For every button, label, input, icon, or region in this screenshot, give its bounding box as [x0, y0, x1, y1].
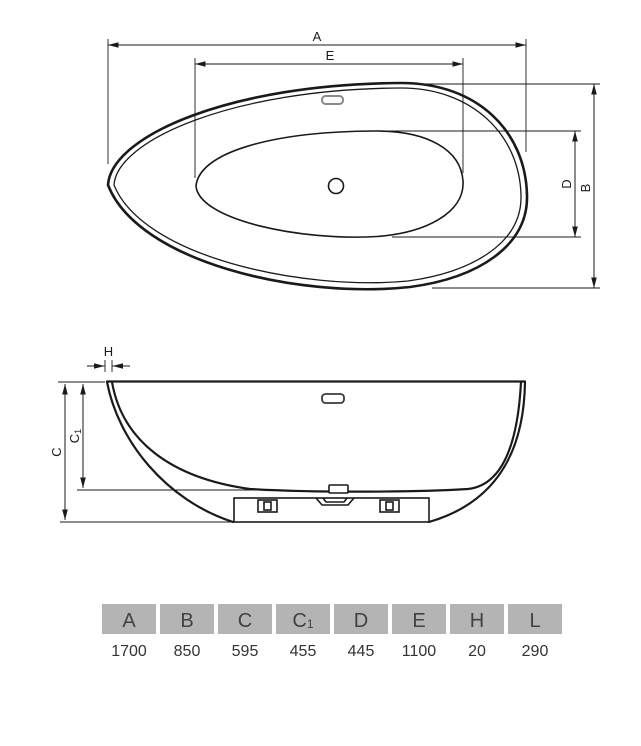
dim-label-a: A — [312, 29, 322, 44]
side-view — [49, 344, 525, 522]
dim-c1 — [67, 384, 83, 488]
tub-inner-rim — [114, 88, 521, 283]
bowl-interior — [112, 382, 521, 492]
table-header-d: D — [334, 604, 388, 634]
table-header-e: E — [392, 604, 446, 634]
top-view — [108, 29, 600, 289]
table-value-d: 445 — [347, 643, 375, 660]
table-header-c: C — [218, 604, 272, 634]
shell-outer-right — [429, 382, 525, 522]
dimension-table — [102, 604, 562, 661]
dim-d — [378, 131, 581, 237]
drain-icon — [329, 179, 344, 194]
table-header-b: B — [160, 604, 214, 634]
dim-label-c1: C1 — [67, 428, 83, 444]
table-value-a: 1700 — [111, 643, 147, 660]
table-value-b: 850 — [173, 643, 201, 660]
table-value-c1: 455 — [289, 643, 317, 660]
tub-outer-rim — [108, 83, 527, 289]
dim-e — [195, 48, 463, 178]
table-header-a: A — [102, 604, 156, 634]
dim-label-b: B — [578, 183, 593, 193]
mounting-bracket-left — [258, 500, 277, 512]
table-value-l: 290 — [521, 643, 549, 660]
overflow-icon — [322, 96, 343, 104]
dim-label-h: H — [103, 344, 114, 359]
mounting-bracket-right — [380, 500, 399, 512]
dim-c — [49, 382, 105, 520]
dim-label-d: D — [559, 179, 574, 189]
table-header-h: H — [450, 604, 504, 634]
table-header-l: L — [508, 604, 562, 634]
overflow-side-icon — [322, 394, 344, 403]
table-value-e: 1100 — [401, 643, 437, 660]
shell-outer-left — [107, 382, 233, 522]
dim-label-c: C — [49, 447, 64, 457]
table-value-h: 20 — [468, 643, 486, 660]
dim-h — [87, 344, 130, 372]
dim-label-e: E — [325, 48, 335, 63]
table-value-c: 595 — [231, 643, 259, 660]
table-header-c1: C 1 — [276, 604, 330, 634]
